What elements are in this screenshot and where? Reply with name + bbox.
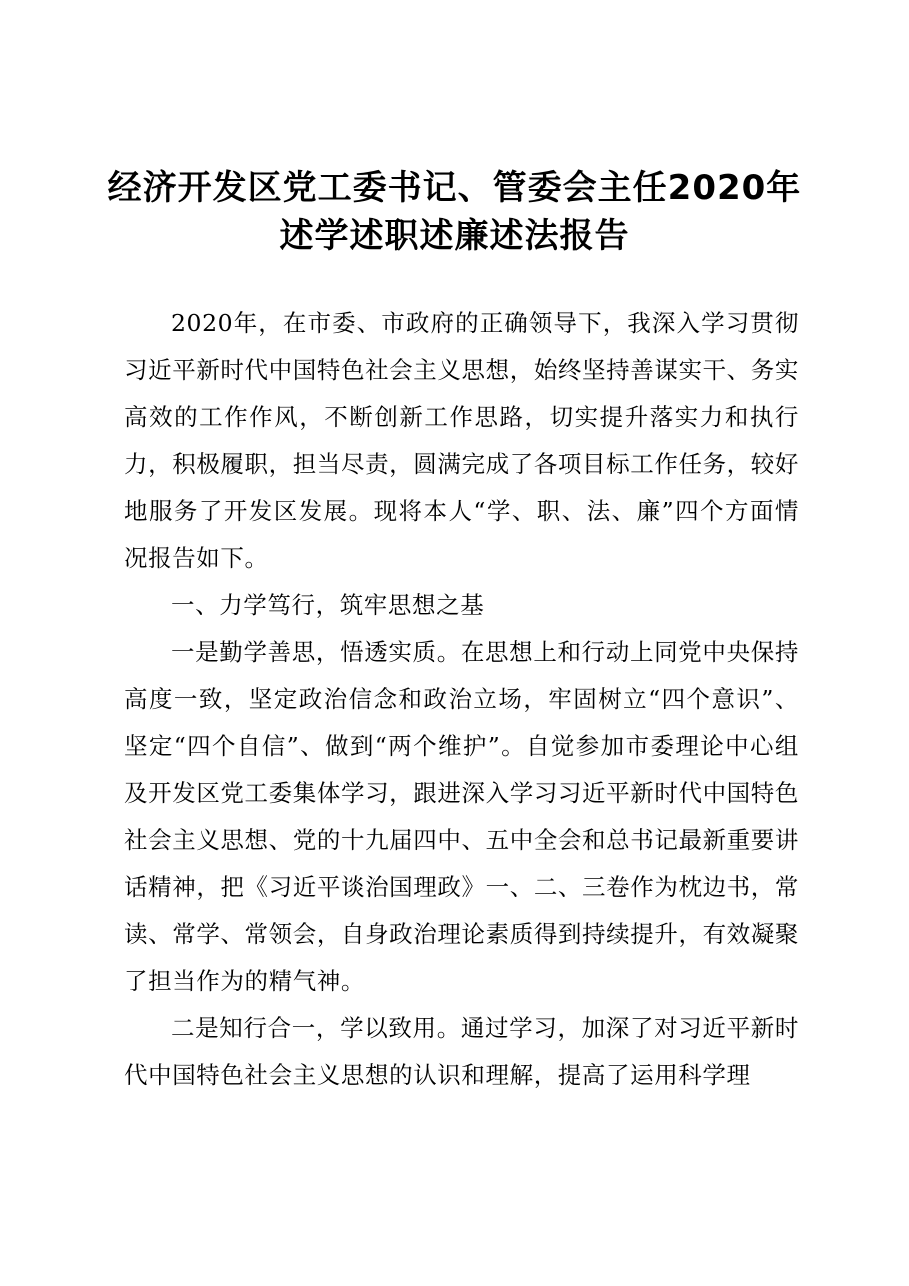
body-paragraph: 二是知行合一，学以致用。通过学习，加深了对习近平新时代中国特色社会主义思想的认识和理解，提高了运用科学理 <box>124 1014 799 1089</box>
intro-paragraph: 2020年，在市委、市政府的正确领导下，我深入学习贯彻习近平新时代中国特色社会主义思想，始终坚持善谋实干、务实高效的工作作风，不断创新工作思路，切实提升落实力和执行力，积极履职，担当尽责，圆满完成了各项目标工作任务，较好地服务了开发区发展。现将本人“学、职、法、廉”四个方面情况报告如下。 <box>124 309 799 572</box>
body-paragraph: 一是勤学善思，悟透实质。在思想上和行动上同党中央保持高度一致，坚定政治信念和政治立场，牢固树立“四个意识”、坚定“四个自信”、做到“两个维护”。自觉参加市委理论中心组及开发区党工委集体学习，跟进深入学习习近平新时代中国特色社会主义思想、党的十九届四中、五中全会和总书记最新重要讲话精神，把《习近平谈治国理政》一、二、三卷作为枕边书，常读、常学、常领会，自身政治理论素质得到持续提升，有效凝聚了担当作为的精气神。 <box>124 638 799 995</box>
section-heading: 一、力学笃行，筑牢思想之基 <box>171 591 485 619</box>
document-title-line-1: 经济开发区党工委书记、管委会主任2020年 <box>107 168 802 208</box>
document-title-line-2: 述学述职述廉述法报告 <box>279 216 630 256</box>
document-body <box>124 300 799 1099</box>
